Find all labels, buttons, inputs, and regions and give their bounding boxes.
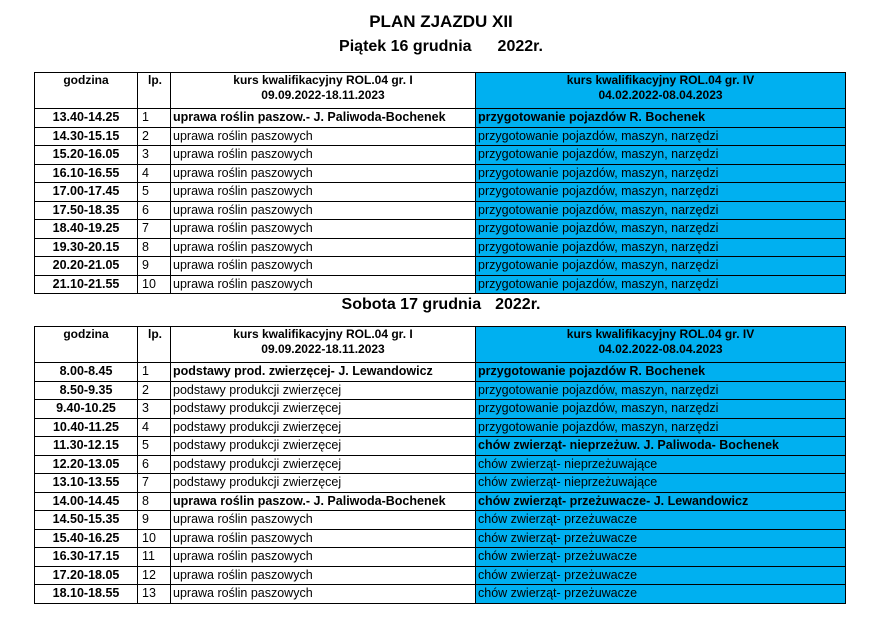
lp-cell: 2 <box>138 381 171 400</box>
table-row <box>35 455 846 474</box>
course-b-cell: przygotowanie pojazdów, maszyn, narzędzi <box>476 183 846 202</box>
lp-cell: 9 <box>138 257 171 276</box>
schedule-table-friday <box>34 72 846 294</box>
table-row <box>35 400 846 419</box>
course-b-cell: chów zwierząt- przeżuwacze <box>476 585 846 604</box>
time-cell: 17.50-18.35 <box>35 201 138 220</box>
course-a-cell: uprawa roślin paszowych <box>171 127 476 146</box>
table-row <box>35 511 846 530</box>
col-header-course-b: kurs kwalifikacyjny ROL.04 gr. IV 04.02.2022-08.04.2023 <box>476 327 846 363</box>
lp-cell: 6 <box>138 455 171 474</box>
lp-cell: 1 <box>138 363 171 382</box>
course-a-cell: podstawy produkcji zwierzęcej <box>171 474 476 493</box>
table-header-row <box>35 327 846 363</box>
lp-cell: 1 <box>138 109 171 128</box>
lp-cell: 13 <box>138 585 171 604</box>
course-a-cell: uprawa roślin paszowych <box>171 164 476 183</box>
time-cell: 16.30-17.15 <box>35 548 138 567</box>
course-b-cell: przygotowanie pojazdów, maszyn, narzędzi <box>476 201 846 220</box>
col-header-course-b: kurs kwalifikacyjny ROL.04 gr. IV 04.02.2022-08.04.2023 <box>476 73 846 109</box>
table-row <box>35 437 846 456</box>
course-b-cell: chów zwierząt- przeżuwacze <box>476 566 846 585</box>
time-cell: 13.10-13.55 <box>35 474 138 493</box>
table-row <box>35 585 846 604</box>
course-b-cell: chów zwierząt- nieprzeżuw. J. Paliwoda- Bochenek <box>476 437 846 456</box>
col-header-course-a: kurs kwalifikacyjny ROL.04 gr. I 09.09.2022-18.11.2023 <box>171 73 476 109</box>
time-cell: 13.40-14.25 <box>35 109 138 128</box>
course-a-cell: uprawa roślin paszowych <box>171 511 476 530</box>
course-a-cell: uprawa roślin paszowych <box>171 275 476 294</box>
time-cell: 9.40-10.25 <box>35 400 138 419</box>
table-row <box>35 164 846 183</box>
lp-cell: 8 <box>138 238 171 257</box>
lp-cell: 11 <box>138 548 171 567</box>
table-row <box>35 238 846 257</box>
course-a-cell: podstawy produkcji zwierzęcej <box>171 418 476 437</box>
lp-cell: 2 <box>138 127 171 146</box>
course-a-cell: uprawa roślin paszowych <box>171 201 476 220</box>
schedule-table-saturday <box>34 326 846 604</box>
table-row <box>35 183 846 202</box>
course-b-cell: przygotowanie pojazdów R. Bochenek <box>476 109 846 128</box>
course-b-cell: przygotowanie pojazdów, maszyn, narzędzi <box>476 381 846 400</box>
lp-cell: 7 <box>138 474 171 493</box>
course-b-cell: przygotowanie pojazdów, maszyn, narzędzi <box>476 127 846 146</box>
time-cell: 11.30-12.15 <box>35 437 138 456</box>
page-title: PLAN ZJAZDU XII <box>369 12 513 31</box>
course-a-cell: uprawa roślin paszowych <box>171 529 476 548</box>
table-row <box>35 201 846 220</box>
time-cell: 21.10-21.55 <box>35 275 138 294</box>
table-row <box>35 492 846 511</box>
time-cell: 16.10-16.55 <box>35 164 138 183</box>
course-a-cell: uprawa roślin paszow.- J. Paliwoda-Bochenek <box>171 492 476 511</box>
course-b-cell: chów zwierząt- przeżuwacze <box>476 529 846 548</box>
table-row <box>35 146 846 165</box>
course-b-cell: przygotowanie pojazdów, maszyn, narzędzi <box>476 418 846 437</box>
lp-cell: 7 <box>138 220 171 239</box>
time-cell: 8.00-8.45 <box>35 363 138 382</box>
table-row <box>35 109 846 128</box>
time-cell: 20.20-21.05 <box>35 257 138 276</box>
table-row <box>35 474 846 493</box>
table-row <box>35 257 846 276</box>
course-b-cell: chów zwierząt- nieprzeżuwające <box>476 474 846 493</box>
lp-cell: 12 <box>138 566 171 585</box>
course-b-cell: chów zwierząt- przeżuwacze <box>476 548 846 567</box>
course-a-cell: podstawy produkcji zwierzęcej <box>171 381 476 400</box>
course-b-cell: chów zwierząt- nieprzeżuwające <box>476 455 846 474</box>
lp-cell: 4 <box>138 164 171 183</box>
course-a-cell: uprawa roślin paszowych <box>171 585 476 604</box>
course-a-cell: uprawa roślin paszowych <box>171 238 476 257</box>
course-b-cell: przygotowanie pojazdów, maszyn, narzędzi <box>476 164 846 183</box>
course-a-cell: uprawa roślin paszow.- J. Paliwoda-Bochenek <box>171 109 476 128</box>
time-cell: 10.40-11.25 <box>35 418 138 437</box>
course-a-cell: podstawy produkcji zwierzęcej <box>171 437 476 456</box>
table-row <box>35 529 846 548</box>
time-cell: 19.30-20.15 <box>35 238 138 257</box>
time-cell: 15.40-16.25 <box>35 529 138 548</box>
day-heading-saturday: Sobota 17 grudnia 2022r. <box>341 296 541 313</box>
time-cell: 14.30-15.15 <box>35 127 138 146</box>
course-a-cell: podstawy produkcji zwierzęcej <box>171 455 476 474</box>
lp-cell: 3 <box>138 400 171 419</box>
col-header-time: godzina <box>35 73 138 109</box>
course-b-cell: przygotowanie pojazdów, maszyn, narzędzi <box>476 238 846 257</box>
course-b-cell: chów zwierząt- przeżuwacze <box>476 511 846 530</box>
course-b-cell: przygotowanie pojazdów, maszyn, narzędzi <box>476 220 846 239</box>
table-row <box>35 418 846 437</box>
lp-cell: 9 <box>138 511 171 530</box>
course-a-cell: uprawa roślin paszowych <box>171 220 476 239</box>
course-b-cell: przygotowanie pojazdów, maszyn, narzędzi <box>476 146 846 165</box>
table-row <box>35 127 846 146</box>
day-heading-friday: Piątek 16 grudnia 2022r. <box>339 38 543 55</box>
table-row <box>35 363 846 382</box>
time-cell: 8.50-9.35 <box>35 381 138 400</box>
col-header-time: godzina <box>35 327 138 363</box>
course-b-cell: przygotowanie pojazdów R. Bochenek <box>476 363 846 382</box>
time-cell: 17.20-18.05 <box>35 566 138 585</box>
course-b-cell: chów zwierząt- przeżuwacze- J. Lewandowicz <box>476 492 846 511</box>
lp-cell: 6 <box>138 201 171 220</box>
course-b-cell: przygotowanie pojazdów, maszyn, narzędzi <box>476 275 846 294</box>
course-b-cell: przygotowanie pojazdów, maszyn, narzędzi <box>476 257 846 276</box>
lp-cell: 5 <box>138 183 171 202</box>
table-header-row <box>35 73 846 109</box>
course-a-cell: podstawy prod. zwierzęcej- J. Lewandowicz <box>171 363 476 382</box>
course-a-cell: uprawa roślin paszowych <box>171 146 476 165</box>
lp-cell: 10 <box>138 529 171 548</box>
course-a-cell: uprawa roślin paszowych <box>171 257 476 276</box>
time-cell: 15.20-16.05 <box>35 146 138 165</box>
time-cell: 18.10-18.55 <box>35 585 138 604</box>
col-header-course-a: kurs kwalifikacyjny ROL.04 gr. I 09.09.2022-18.11.2023 <box>171 327 476 363</box>
course-a-cell: uprawa roślin paszowych <box>171 548 476 567</box>
table-row <box>35 275 846 294</box>
lp-cell: 4 <box>138 418 171 437</box>
time-cell: 14.00-14.45 <box>35 492 138 511</box>
course-a-cell: podstawy produkcji zwierzęcej <box>171 400 476 419</box>
col-header-lp: lp. <box>138 73 171 109</box>
lp-cell: 3 <box>138 146 171 165</box>
time-cell: 17.00-17.45 <box>35 183 138 202</box>
course-a-cell: uprawa roślin paszowych <box>171 566 476 585</box>
table-row <box>35 220 846 239</box>
table-row <box>35 566 846 585</box>
table-row <box>35 548 846 567</box>
time-cell: 12.20-13.05 <box>35 455 138 474</box>
course-a-cell: uprawa roślin paszowych <box>171 183 476 202</box>
time-cell: 18.40-19.25 <box>35 220 138 239</box>
lp-cell: 5 <box>138 437 171 456</box>
course-b-cell: przygotowanie pojazdów, maszyn, narzędzi <box>476 400 846 419</box>
table-row <box>35 381 846 400</box>
lp-cell: 10 <box>138 275 171 294</box>
col-header-lp: lp. <box>138 327 171 363</box>
lp-cell: 8 <box>138 492 171 511</box>
time-cell: 14.50-15.35 <box>35 511 138 530</box>
